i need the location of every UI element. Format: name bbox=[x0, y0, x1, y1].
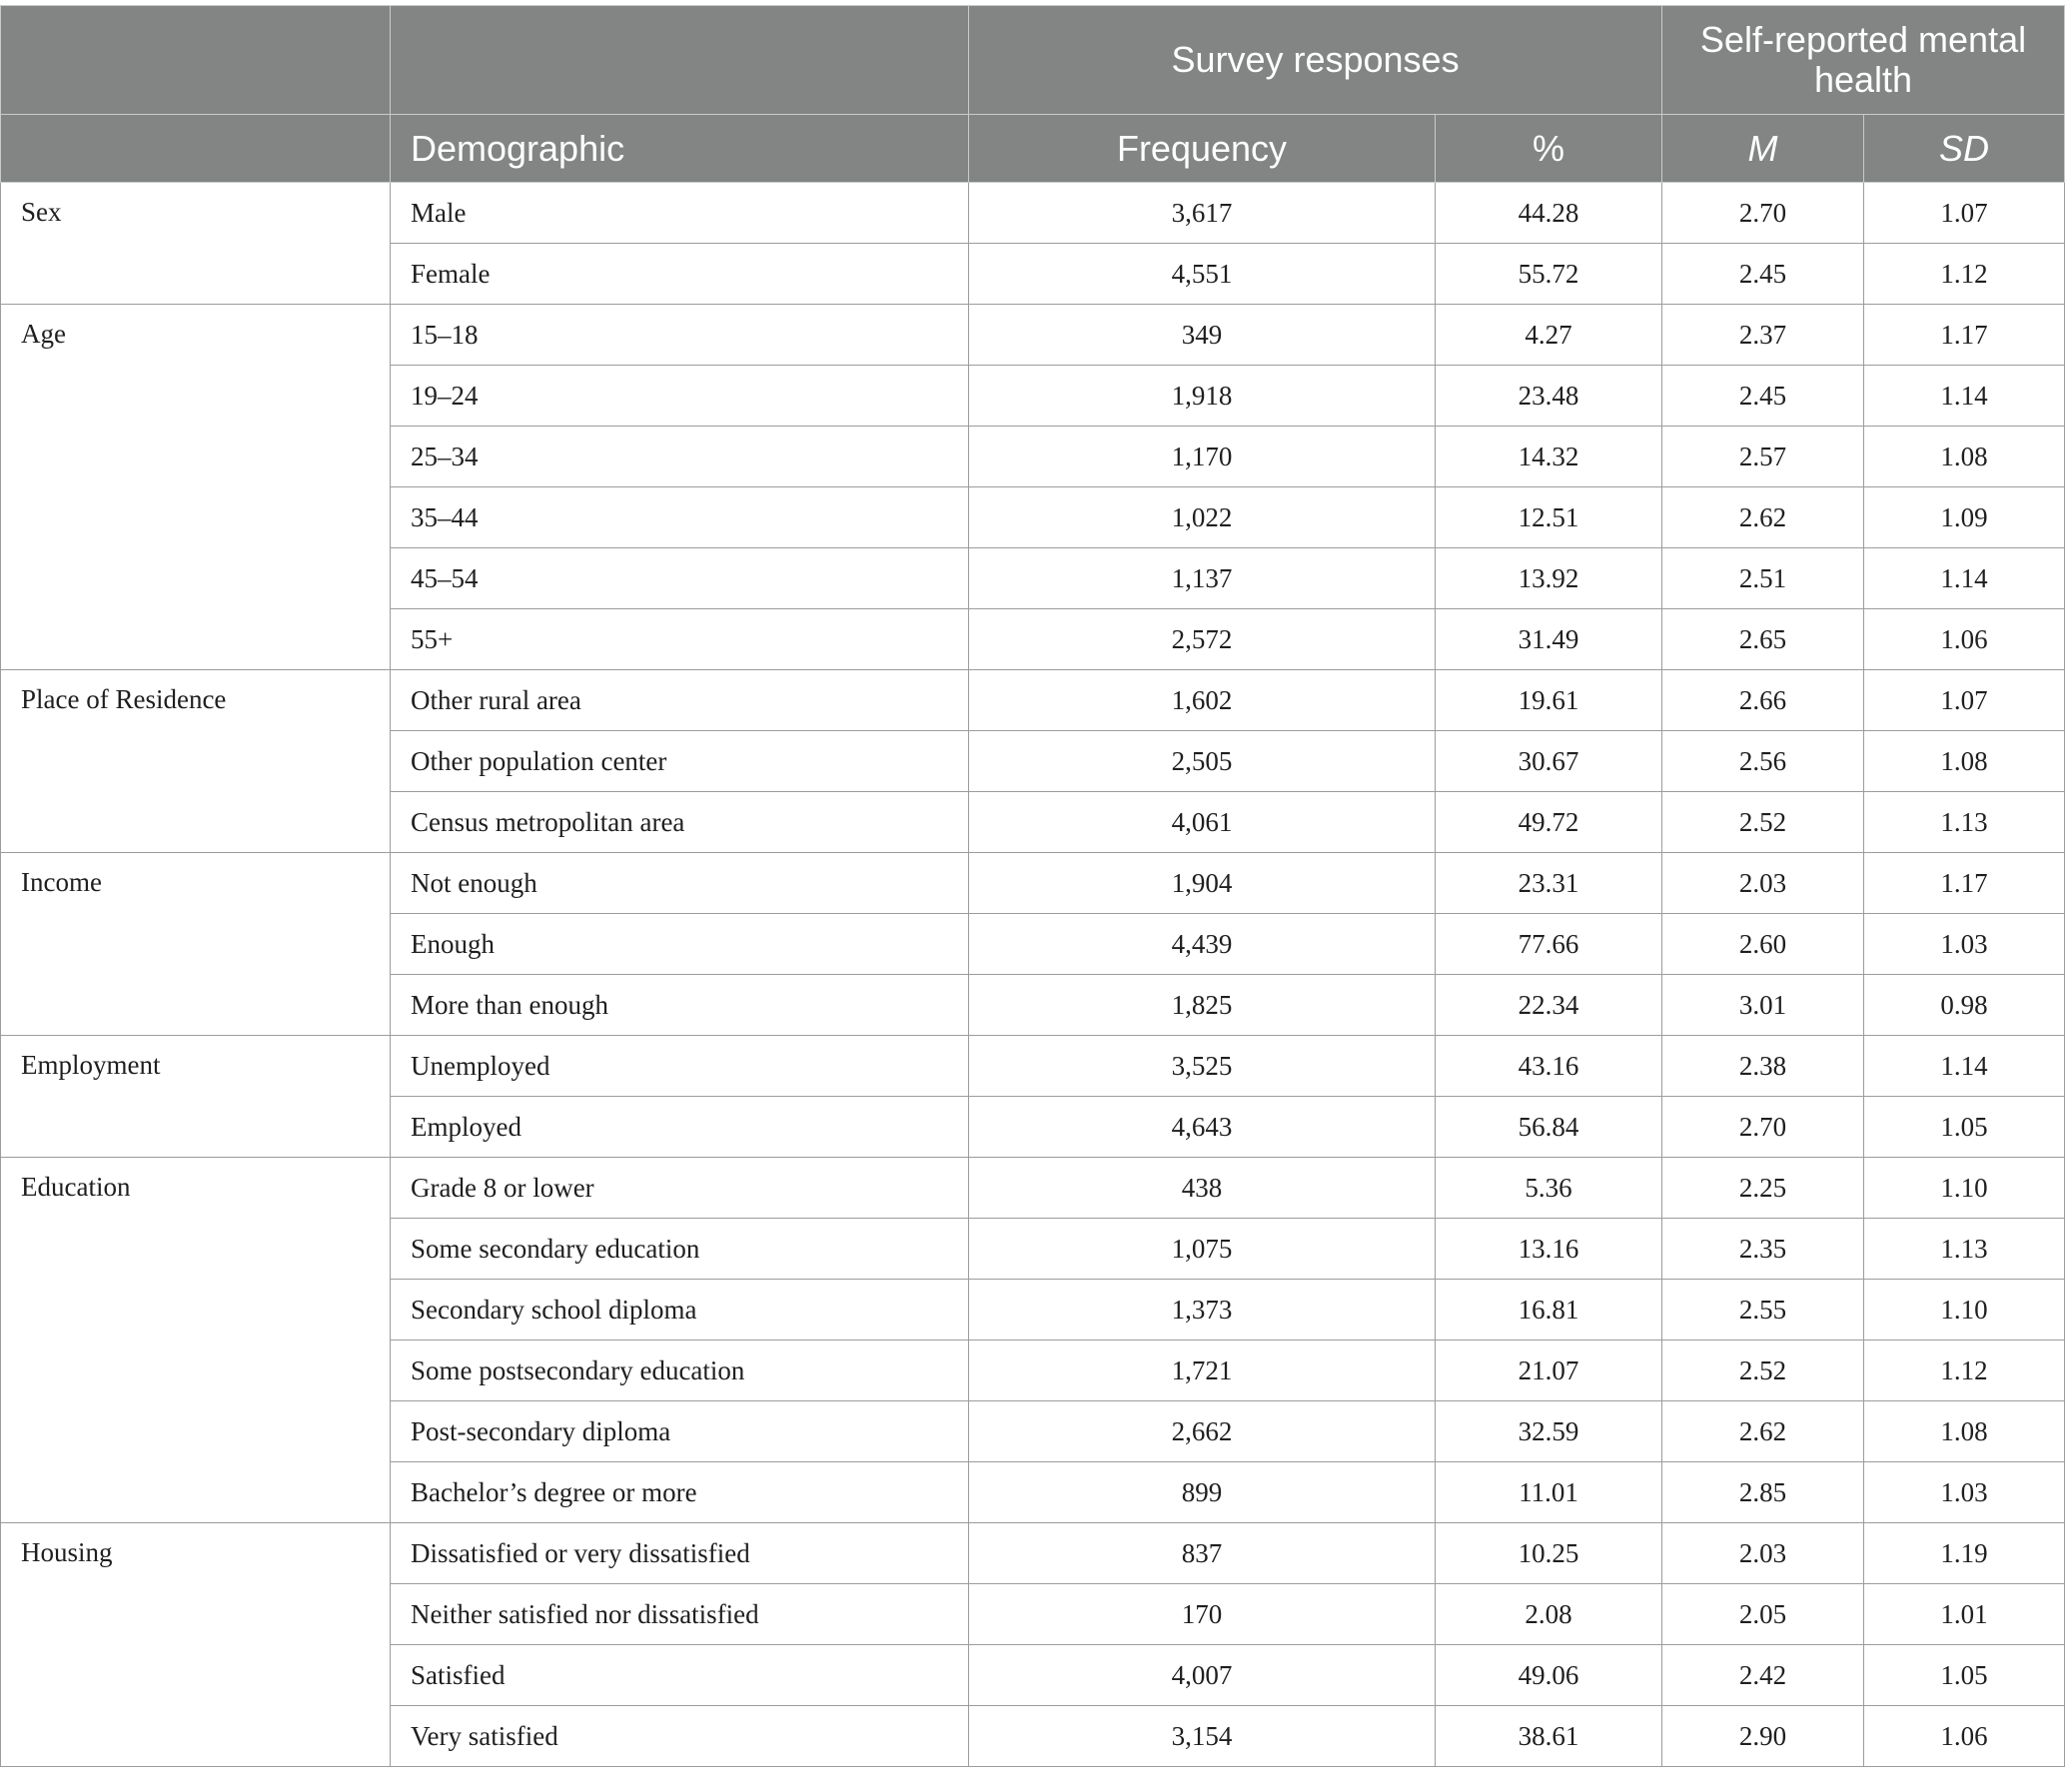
percent-cell: 13.92 bbox=[1436, 548, 1662, 609]
percent-cell: 49.72 bbox=[1436, 792, 1662, 853]
percent-cell: 43.16 bbox=[1436, 1036, 1662, 1097]
category-cell: Age bbox=[1, 305, 391, 670]
sd-cell: 1.14 bbox=[1864, 366, 2065, 427]
frequency-cell: 3,154 bbox=[969, 1706, 1436, 1767]
frequency-cell: 1,904 bbox=[969, 853, 1436, 914]
demographic-cell: Male bbox=[391, 183, 969, 244]
percent-cell: 56.84 bbox=[1436, 1097, 1662, 1158]
sd-cell: 1.08 bbox=[1864, 427, 2065, 487]
table-row bbox=[1, 305, 2065, 366]
mean-cell: 2.35 bbox=[1662, 1219, 1864, 1280]
percent-cell: 2.08 bbox=[1436, 1584, 1662, 1645]
sd-cell: 1.12 bbox=[1864, 244, 2065, 305]
percent-cell: 38.61 bbox=[1436, 1706, 1662, 1767]
header-survey-responses: Survey responses bbox=[969, 6, 1662, 115]
frequency-cell: 4,643 bbox=[969, 1097, 1436, 1158]
frequency-cell: 1,373 bbox=[969, 1280, 1436, 1341]
mean-cell: 2.85 bbox=[1662, 1462, 1864, 1523]
percent-cell: 13.16 bbox=[1436, 1219, 1662, 1280]
demographic-cell: Secondary school diploma bbox=[391, 1280, 969, 1341]
mean-cell: 2.70 bbox=[1662, 183, 1864, 244]
percent-cell: 14.32 bbox=[1436, 427, 1662, 487]
demographic-cell: Other population center bbox=[391, 731, 969, 792]
header-frequency: Frequency bbox=[969, 115, 1436, 183]
header-mean: M bbox=[1662, 115, 1864, 183]
frequency-cell: 1,721 bbox=[969, 1341, 1436, 1401]
sd-cell: 1.03 bbox=[1864, 1462, 2065, 1523]
sd-cell: 1.12 bbox=[1864, 1341, 2065, 1401]
mean-cell: 2.60 bbox=[1662, 914, 1864, 975]
table-body bbox=[1, 183, 2065, 1767]
table-row bbox=[1, 1036, 2065, 1097]
percent-cell: 4.27 bbox=[1436, 305, 1662, 366]
percent-cell: 31.49 bbox=[1436, 609, 1662, 670]
percent-cell: 55.72 bbox=[1436, 244, 1662, 305]
sd-cell: 1.06 bbox=[1864, 1706, 2065, 1767]
mean-cell: 2.42 bbox=[1662, 1645, 1864, 1706]
percent-cell: 5.36 bbox=[1436, 1158, 1662, 1219]
sd-cell: 1.14 bbox=[1864, 1036, 2065, 1097]
percent-cell: 77.66 bbox=[1436, 914, 1662, 975]
sd-cell: 1.06 bbox=[1864, 609, 2065, 670]
table-row bbox=[1, 670, 2065, 731]
frequency-cell: 3,525 bbox=[969, 1036, 1436, 1097]
category-cell: Housing bbox=[1, 1523, 391, 1767]
demographic-cell: Grade 8 or lower bbox=[391, 1158, 969, 1219]
frequency-cell: 2,505 bbox=[969, 731, 1436, 792]
frequency-cell: 4,007 bbox=[969, 1645, 1436, 1706]
frequency-cell: 1,022 bbox=[969, 487, 1436, 548]
sd-cell: 1.13 bbox=[1864, 792, 2065, 853]
sd-cell: 1.05 bbox=[1864, 1645, 2065, 1706]
mean-cell: 2.90 bbox=[1662, 1706, 1864, 1767]
category-cell: Sex bbox=[1, 183, 391, 305]
demographic-cell: 25–34 bbox=[391, 427, 969, 487]
sd-cell: 1.10 bbox=[1864, 1280, 2065, 1341]
demographic-cell: 35–44 bbox=[391, 487, 969, 548]
mean-cell: 2.57 bbox=[1662, 427, 1864, 487]
demographic-cell: Unemployed bbox=[391, 1036, 969, 1097]
table-row bbox=[1, 1158, 2065, 1219]
mean-cell: 2.62 bbox=[1662, 1401, 1864, 1462]
frequency-cell: 837 bbox=[969, 1523, 1436, 1584]
mean-cell: 2.38 bbox=[1662, 1036, 1864, 1097]
percent-cell: 49.06 bbox=[1436, 1645, 1662, 1706]
header-demographic: Demographic bbox=[391, 115, 969, 183]
percent-cell: 11.01 bbox=[1436, 1462, 1662, 1523]
frequency-cell: 349 bbox=[969, 305, 1436, 366]
frequency-cell: 1,602 bbox=[969, 670, 1436, 731]
mean-cell: 2.66 bbox=[1662, 670, 1864, 731]
demographic-cell: 19–24 bbox=[391, 366, 969, 427]
demographic-cell: Census metropolitan area bbox=[391, 792, 969, 853]
demographic-cell: Dissatisfied or very dissatisfied bbox=[391, 1523, 969, 1584]
demographic-cell: Other rural area bbox=[391, 670, 969, 731]
sd-cell: 1.17 bbox=[1864, 305, 2065, 366]
demographic-cell: 55+ bbox=[391, 609, 969, 670]
mean-cell: 2.52 bbox=[1662, 1341, 1864, 1401]
demographics-table bbox=[0, 5, 2065, 1767]
header-self-reported-mental-health: Self-reported mental health bbox=[1662, 6, 2065, 115]
demographic-cell: Enough bbox=[391, 914, 969, 975]
mean-cell: 2.70 bbox=[1662, 1097, 1864, 1158]
frequency-cell: 4,061 bbox=[969, 792, 1436, 853]
category-cell: Employment bbox=[1, 1036, 391, 1158]
percent-cell: 10.25 bbox=[1436, 1523, 1662, 1584]
sd-cell: 1.01 bbox=[1864, 1584, 2065, 1645]
percent-cell: 23.48 bbox=[1436, 366, 1662, 427]
demographic-cell: Female bbox=[391, 244, 969, 305]
sd-cell: 1.19 bbox=[1864, 1523, 2065, 1584]
sd-cell: 1.07 bbox=[1864, 670, 2065, 731]
percent-cell: 16.81 bbox=[1436, 1280, 1662, 1341]
percent-cell: 32.59 bbox=[1436, 1401, 1662, 1462]
table-row bbox=[1, 1523, 2065, 1584]
sd-cell: 1.08 bbox=[1864, 1401, 2065, 1462]
header-empty-cell bbox=[1, 6, 391, 115]
percent-cell: 22.34 bbox=[1436, 975, 1662, 1036]
mean-cell: 2.03 bbox=[1662, 1523, 1864, 1584]
frequency-cell: 3,617 bbox=[969, 183, 1436, 244]
demographic-cell: Not enough bbox=[391, 853, 969, 914]
header-percent: % bbox=[1436, 115, 1662, 183]
frequency-cell: 1,137 bbox=[969, 548, 1436, 609]
header-empty-cell bbox=[391, 6, 969, 115]
frequency-cell: 4,439 bbox=[969, 914, 1436, 975]
sd-cell: 1.14 bbox=[1864, 548, 2065, 609]
sd-cell: 1.07 bbox=[1864, 183, 2065, 244]
percent-cell: 44.28 bbox=[1436, 183, 1662, 244]
header-empty-cell bbox=[1, 115, 391, 183]
header-sd: SD bbox=[1864, 115, 2065, 183]
percent-cell: 19.61 bbox=[1436, 670, 1662, 731]
category-cell: Place of Residence bbox=[1, 670, 391, 853]
percent-cell: 12.51 bbox=[1436, 487, 1662, 548]
mean-cell: 2.62 bbox=[1662, 487, 1864, 548]
percent-cell: 23.31 bbox=[1436, 853, 1662, 914]
frequency-cell: 170 bbox=[969, 1584, 1436, 1645]
header-row-groups bbox=[1, 6, 2065, 115]
frequency-cell: 1,825 bbox=[969, 975, 1436, 1036]
frequency-cell: 899 bbox=[969, 1462, 1436, 1523]
table-header bbox=[1, 6, 2065, 183]
demographic-cell: Some secondary education bbox=[391, 1219, 969, 1280]
demographic-cell: Satisfied bbox=[391, 1645, 969, 1706]
percent-cell: 21.07 bbox=[1436, 1341, 1662, 1401]
sd-cell: 1.08 bbox=[1864, 731, 2065, 792]
mean-cell: 3.01 bbox=[1662, 975, 1864, 1036]
category-cell: Income bbox=[1, 853, 391, 1036]
demographic-cell: Employed bbox=[391, 1097, 969, 1158]
sd-cell: 1.13 bbox=[1864, 1219, 2065, 1280]
sd-cell: 1.09 bbox=[1864, 487, 2065, 548]
mean-cell: 2.51 bbox=[1662, 548, 1864, 609]
mean-cell: 2.37 bbox=[1662, 305, 1864, 366]
mean-cell: 2.25 bbox=[1662, 1158, 1864, 1219]
frequency-cell: 438 bbox=[969, 1158, 1436, 1219]
table-row bbox=[1, 183, 2065, 244]
mean-cell: 2.65 bbox=[1662, 609, 1864, 670]
demographic-cell: Some postsecondary education bbox=[391, 1341, 969, 1401]
demographic-cell: Neither satisfied nor dissatisfied bbox=[391, 1584, 969, 1645]
sd-cell: 1.17 bbox=[1864, 853, 2065, 914]
category-cell: Education bbox=[1, 1158, 391, 1523]
mean-cell: 2.56 bbox=[1662, 731, 1864, 792]
mean-cell: 2.05 bbox=[1662, 1584, 1864, 1645]
demographic-cell: 45–54 bbox=[391, 548, 969, 609]
frequency-cell: 1,170 bbox=[969, 427, 1436, 487]
sd-cell: 1.03 bbox=[1864, 914, 2065, 975]
sd-cell: 1.10 bbox=[1864, 1158, 2065, 1219]
frequency-cell: 1,075 bbox=[969, 1219, 1436, 1280]
mean-cell: 2.03 bbox=[1662, 853, 1864, 914]
mean-cell: 2.52 bbox=[1662, 792, 1864, 853]
mean-cell: 2.55 bbox=[1662, 1280, 1864, 1341]
demographic-cell: 15–18 bbox=[391, 305, 969, 366]
demographic-cell: Bachelor’s degree or more bbox=[391, 1462, 969, 1523]
sd-cell: 1.05 bbox=[1864, 1097, 2065, 1158]
frequency-cell: 2,572 bbox=[969, 609, 1436, 670]
percent-cell: 30.67 bbox=[1436, 731, 1662, 792]
demographic-cell: Post-secondary diploma bbox=[391, 1401, 969, 1462]
frequency-cell: 2,662 bbox=[969, 1401, 1436, 1462]
frequency-cell: 1,918 bbox=[969, 366, 1436, 427]
mean-cell: 2.45 bbox=[1662, 366, 1864, 427]
header-row-columns bbox=[1, 115, 2065, 183]
demographic-cell: Very satisfied bbox=[391, 1706, 969, 1767]
demographic-cell: More than enough bbox=[391, 975, 969, 1036]
sd-cell: 0.98 bbox=[1864, 975, 2065, 1036]
mean-cell: 2.45 bbox=[1662, 244, 1864, 305]
frequency-cell: 4,551 bbox=[969, 244, 1436, 305]
table-row bbox=[1, 853, 2065, 914]
